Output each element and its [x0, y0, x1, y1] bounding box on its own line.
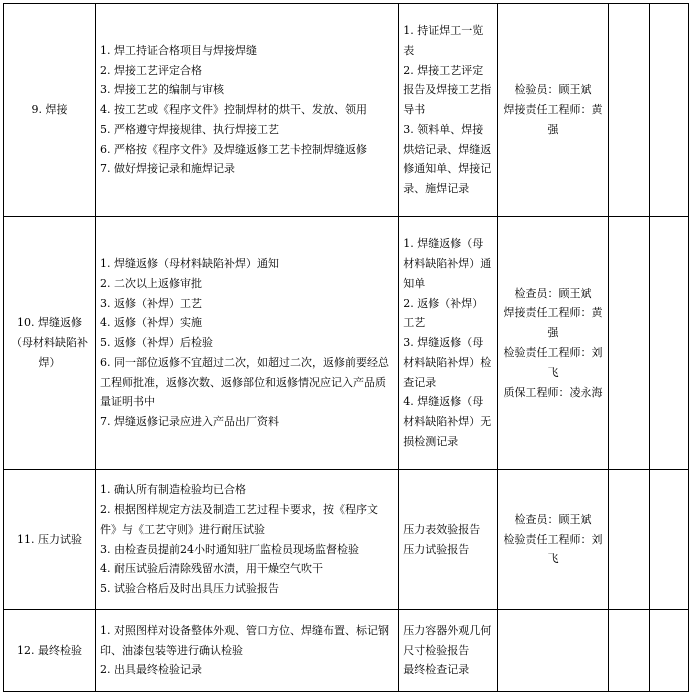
record-item: 1. 焊缝返修（母材料缺陷补焊）通知单: [403, 237, 492, 290]
records-cell: [399, 610, 497, 692]
empty-cell: [650, 217, 689, 470]
requirements-cell: [96, 610, 399, 692]
record-item: 1. 持证焊工一览表: [403, 23, 484, 57]
empty-cell: [609, 610, 650, 692]
record-item: 4. 焊缝返修（母材料缺陷补焊）无损检测记录: [403, 395, 492, 449]
inspector-cell: [497, 217, 609, 470]
requirement-item: 5. 返修（补焊）后检验: [100, 336, 214, 350]
requirement-item: 2. 出具最终检验记录: [100, 663, 203, 677]
step-cell: 10. 焊缝返修（母材料缺陷补焊）: [4, 217, 96, 470]
requirement-item: 4. 按工艺或《程序文件》控制焊材的烘干、发放、领用: [100, 103, 368, 117]
inspection-plan-table: [3, 3, 689, 692]
record-item: 3. 领料单、焊接烘焙记录、焊缝返修通知单、焊接记录、施焊记录: [403, 122, 492, 196]
requirement-item: 4. 返修（补焊）实施: [100, 316, 203, 330]
empty-cell: [609, 4, 650, 217]
requirement-item: 3. 焊接工艺的编制与审核: [100, 83, 225, 97]
requirements-cell: [96, 4, 399, 217]
table-row-welding: [4, 4, 689, 217]
requirement-item: 7. 焊缝返修记录应进入产品出厂资料: [100, 415, 280, 429]
requirement-item: 6. 严格按《程序文件》及焊缝返修工艺卡控制焊缝返修: [100, 142, 368, 156]
inspector-cell: [497, 470, 609, 610]
requirement-item: 3. 由检查员提前24小时通知驻厂监检员现场监督检验: [100, 542, 360, 556]
requirement-item: 2. 二次以上返修审批: [100, 276, 203, 290]
requirement-item: 1. 确认所有制造检验均已合格: [100, 483, 247, 497]
step-cell: 9. 焊接: [4, 4, 96, 217]
inspector-cell: [497, 610, 609, 692]
record-item: 2. 焊接工艺评定报告及焊接工艺指导书: [403, 63, 492, 117]
inspector-item: 质保工程师：凌永海: [503, 385, 603, 399]
record-item: 最终检查记录: [403, 663, 470, 677]
requirement-item: 5. 试验合格后及时出具压力试验报告: [100, 582, 280, 596]
inspector-item: 检验责任工程师：刘飞: [503, 346, 603, 379]
records-cell: [399, 4, 497, 217]
records-cell: [399, 217, 497, 470]
requirement-item: 7. 做好焊接记录和施焊记录: [100, 162, 236, 176]
requirement-item: 1. 对照图样对设备整体外观、管口方位、焊缝布置、标记钢印、油漆包装等进行确认检验: [100, 623, 390, 657]
requirement-item: 2. 根据图样规定方法及制造工艺过程卡要求，按《程序文件》与《工艺守则》进行耐压试验: [100, 502, 379, 536]
empty-cell: [650, 470, 689, 610]
step-cell: 12. 最终检验: [4, 610, 96, 692]
inspector-item: 检查员：顾王斌: [514, 512, 592, 526]
table-row-weld-repair: [4, 217, 689, 470]
inspector-item: 焊接责任工程师：黄强: [503, 103, 603, 136]
requirement-item: 5. 严格遵守焊接规律、执行焊接工艺: [100, 122, 280, 136]
empty-cell: [650, 4, 689, 217]
requirement-item: 1. 焊工持证合格项目与焊接焊缝: [100, 43, 258, 57]
empty-cell: [650, 610, 689, 692]
requirement-item: 4. 耐压试验后清除残留水渍，用干燥空气吹干: [100, 562, 324, 576]
inspector-item: 检验员：顾王斌: [514, 83, 592, 97]
requirements-cell: [96, 217, 399, 470]
record-item: 3. 焊缝返修（母材料缺陷补焊）检查记录: [403, 336, 492, 389]
inspector-item: 焊接责任工程师：黄强: [503, 306, 603, 340]
inspector-item: 检验责任工程师：刘飞: [503, 532, 603, 566]
step-cell: 11. 压力试验: [4, 470, 96, 610]
inspector-item: 检查员：顾王斌: [514, 286, 592, 300]
empty-cell: [609, 470, 650, 610]
record-item: 压力容器外观几何尺寸检验报告: [403, 623, 492, 657]
empty-cell: [609, 217, 650, 470]
requirement-item: 6. 同一部位返修不宜超过二次，如超过二次，返修前要经总工程师批准，返修次数、返修部位和返修情况应记入产品质量证明书中: [100, 355, 390, 409]
requirement-item: 1. 焊缝返修（母材料缺陷补焊）通知: [100, 256, 280, 270]
requirement-item: 2. 焊接工艺评定合格: [100, 63, 203, 77]
inspector-cell: [497, 4, 609, 217]
requirement-item: 3. 返修（补焊）工艺: [100, 296, 203, 310]
table-row-pressure-test: [4, 470, 689, 610]
record-item: 2. 返修（补焊）工艺: [403, 296, 484, 330]
record-item: 压力表效验报告: [403, 522, 481, 536]
records-cell: [399, 470, 497, 610]
record-item: 压力试验报告: [403, 542, 470, 556]
requirements-cell: [96, 470, 399, 610]
table-row-final-inspection: [4, 610, 689, 692]
